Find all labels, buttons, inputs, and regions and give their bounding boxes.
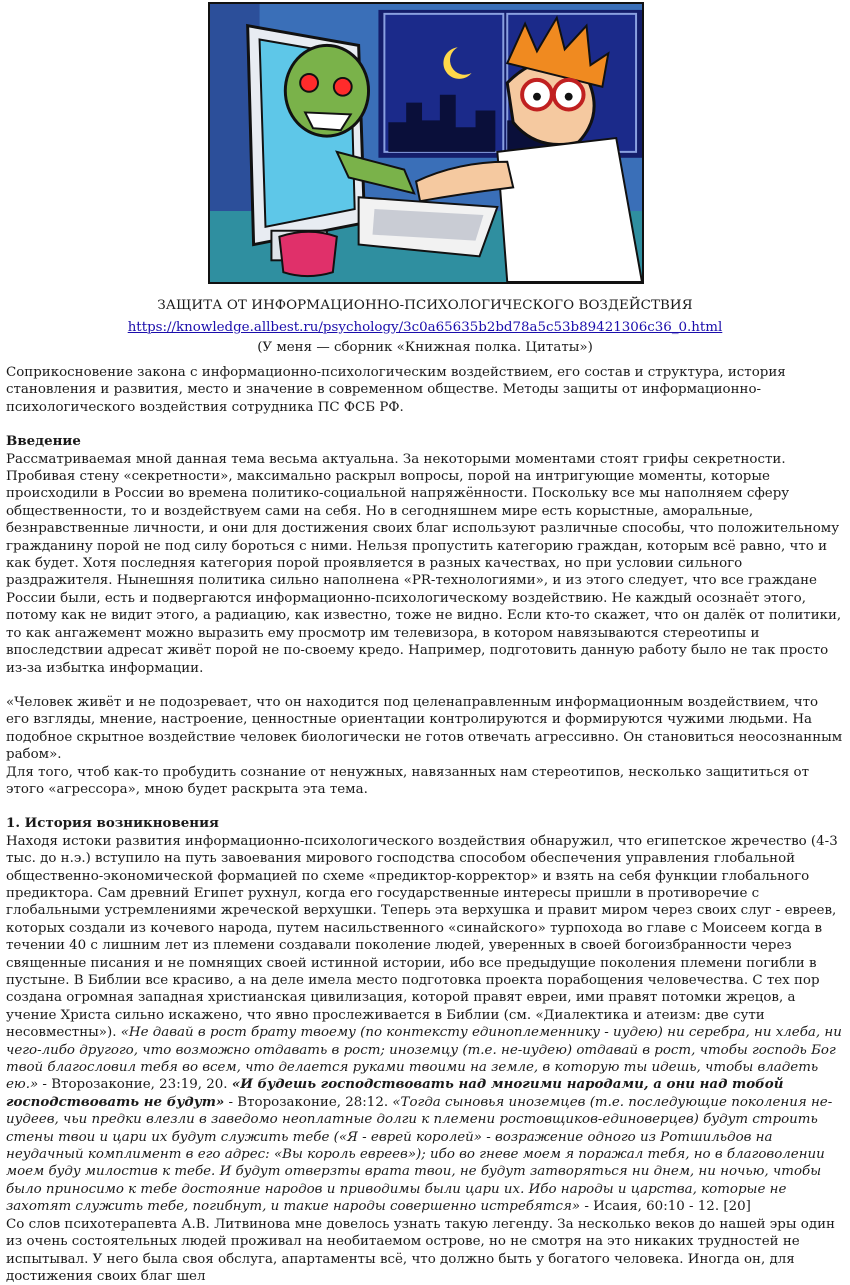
intro-closing-paragraph: Для того, чтоб как-то пробудить сознание от ненужных, навязанных нам стереотипов, несколько защититься от этого «агрессора», мною будет раскрыта эта тема. <box>6 764 810 797</box>
bible-quote-3: «Тогда сыновья иноземцев (т.е. последующие поколения не-иудеев, чьи предки влезли в заведомо неоплатные долги к племени ростовщиков-единоверцев) будут строить стены твои и цари их будут служить тебе («Я - еврей королей» - возражение одного из Ротшильдов на неудачный комплимент в его адрес: «Вы король евреев»); ибо во гневе моем я поражал тебя, но в благоволении моем буду милостив к тебе. И будут отверзты врата твои, не будут затворяться ни днем, ни ночью, чтобы было приносимо к тебе достояние народов и приводимы были цари их. Ибо народы и царства, которые не захотят служить тебе, погибнут, и такие народы совершенно истребятся» <box>6 1094 833 1215</box>
intro-heading: Введение <box>6 433 81 450</box>
collection-note: (У меня — сборник «Книжная полка. Цитаты») <box>257 340 593 355</box>
document-title: ЗАЩИТА ОТ ИНФОРМАЦИОННО-ПСИХОЛОГИЧЕСКОГО ВОЗДЕЙСТВИЯ <box>157 298 693 313</box>
document-header <box>0 296 850 358</box>
document-body <box>6 364 844 1285</box>
intro-paragraph: Рассматриваемая мной данная тема весьма актуальна. За некоторыми моментами стоят грифы секретности. Пробивая стену «секретности», максимально раскрыл вопросы, порой на интригующие моменты, которые происходили в России во времена политико-социальной напряжённости. Поскольку все мы наполняем сферу общественности, то и воздействуем сами на себя. Но в сегодняшнем мире есть корыстные, аморальные, безнравственные личности, и они для достижения своих благ используют различные способы, что положительному гражданину порой не под силу бороться с ними. Нельзя пропустить категорию граждан, которым всё равно, что и как будет. Хотя последняя категория порой проявляется в разных качествах, но при условии сильного раздражителя. Нынешняя политика сильно наполнена «PR-технологиями», и из этого следует, что все граждане России были, есть и подвергаются информационно-психологическому воздействию. Не каждый осознаёт этого, потому как не видит этого, а радиацию, как известно, тоже не видно. Если кто-то скажет, что он далёк от политики, то как ангажемент можно выразить ему просмотр им телевизора, в котором навязываются стереотипы и впоследствии адресат живёт порой не по-своему кредо. Например, подготовить данную работу было не так просто из-за избытка информации. <box>6 451 842 676</box>
illustration-svg <box>210 4 642 282</box>
bible-reference-1: - Второзаконие, 23:19, 20. <box>38 1077 232 1093</box>
source-link[interactable]: https://knowledge.allbest.ru/psychology/3c0a65635b2bd78a5c53b89421306c36_0.html <box>127 320 723 335</box>
history-heading: 1. История возникновения <box>6 815 219 832</box>
abstract-paragraph: Соприкосновение закона с информационно-психологическим воздействием, его состав и структура, история становления и развития, место и значение в современном обществе. Методы защиты от информационно-психологического воздействия сотрудника ПС ФСБ РФ. <box>6 365 786 415</box>
history-paragraph <box>6 833 844 1216</box>
legend-paragraph: Со слов психотерапевта А.В. Литвинова мне довелось узнать такую легенду. За несколько веков до нашей эры один из очень состоятельных людей проживал на необитаемом острове, но не смотря на это никаких трудностей не испытывал. У него была своя обслуга, апартаменты всё, что должно быть у богатого человека. Иногда он, для достижения своих благ шел <box>6 1216 835 1284</box>
history-text: Находя истоки развития информационно-психологического воздействия обнаружил, что египетское жречество (4-3 тыс. до н.э.) вступило на путь завоевания мирового господства способом обеспечения управления глобальной общественно-экономической формацией по схеме «предиктор-корректор» и взять на себя функции глобального предиктора. Сам древний Египет рухнул, когда его государственные интересы пришли в противоречие с глобальными устремлениями жреческой верхушки. Теперь эта верхушка и правит миром через своих слуг - евреев, которых создали из кочевого народа, путем насильственного «синайского» турпохода во главе с Моисеем когда в течении 40 с лишним лет из племени создавали поколение людей, уверенных в своей богоизбранности через священные писания и не помнящих своей истинной истории, ибо все предыдущие поколения племени погибли в пустыне. В Библии все красиво, а на деле имела место подготовка проекта порабощения человечества. С тех пор создана огромная западная христианская цивилизация, которой правят евреи, ими правят потомки жрецов, а учение Христа сильно искажено, что явно прослеживается в Библии (см. «Диалектика и атеизм: две сути несовместны»). <box>6 833 838 1041</box>
bible-reference-2: - Второзаконие, 28:12. <box>224 1094 393 1110</box>
bible-quote-2: «И будешь господствовать над многими народами, а они над тобой господствовать не будут» <box>6 1076 784 1110</box>
bible-reference-3: - Исаия, 60:10 - 12. [20] <box>580 1199 751 1215</box>
intro-quote-paragraph: «Человек живёт и не подозревает, что он находится под целенаправленным информационным воздействием, что его взгляды, мнение, настроение, ценностные ориентации контролируются и формируются чужими людьми. На подобное скрытное воздействие человек биологически не готов отвечать агрессивно. Он становиться неосознанным рабом». <box>6 694 843 763</box>
bible-quote-1: «Не давай в рост брату твоему (по контексту единоплеменнику - иудею) ни серебра, ни хлеба, ни чего-либо другого, что возможно отдавать в рост; иноземцу (т.е. не-иудею) отдавай в рост, чтобы господь Бог твой благословил тебя во всем, что делается руками твоими на земле, в которую ты идешь, чтобы владеть ею.» <box>6 1025 842 1093</box>
cartoon-monster-from-computer-illustration <box>208 2 644 284</box>
